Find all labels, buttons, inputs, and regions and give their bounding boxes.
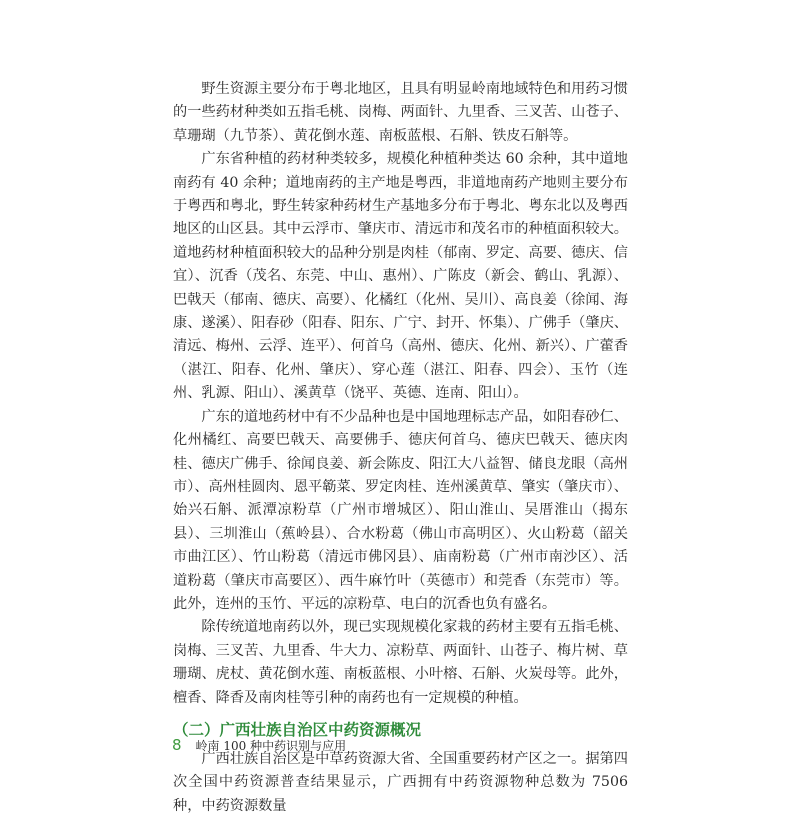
body-paragraph: 广东的道地药材中有不少品种也是中国地理标志产品，如阳春砂仁、化州橘红、高要巴戟天、高要佛手、德庆何首乌、德庆巴戟天、德庆肉桂、德庆广佛手、徐闻良姜、新会陈皮、阳江大八益智、储良龙眼（高州市）、高州桂圆肉、恩平簕菜、罗定肉桂、连州溪黄草、肇实（肇庆市）、始兴石斛、派潭凉粉草（广州市增城区）、阳山淮山、吴厝淮山（揭东县）、三圳淮山（蕉岭县）、合水粉葛（佛山市高明区）、火山粉葛（韶关市曲江区）、竹山粉葛（清远市佛冈县）、庙南粉葛（广州市南沙区）、活道粉葛（肇庆市高要区）、西牛麻竹叶（英德市）和莞香（东莞市）等。此外，连州的玉竹、平远的凉粉草、电白的沉香也负有盛名。 [173,408,628,612]
running-title: 岭南 100 种中药识别与应用 [195,739,347,753]
page-number: 8 [172,736,182,754]
body-paragraph: 除传统道地南药以外，现已实现规模化家栽的药材主要有五指毛桃、岗梅、三叉苦、九里香、牛大力、凉粉草、两面针、山苍子、梅片树、草珊瑚、虎杖、黄花倒水莲、南板蓝根、小叶榕、石斛、火炭母等。此外，檀香、降香及南肉桂等引种的南药也有一定规模的种植。 [173,619,628,706]
body-paragraph: 广东省种植的药材种类较多，规模化种植种类达 60 余种，其中道地南药有 40 余种；道地南药的主产地是粤西，非道地南药产地则主要分布于粤西和粤北，野生转家种药材生产基地多分布于粤北、粤东北以及粤西地区的山区县。其中云浮市、肇庆市、清远市和茂名市的种植面积较大。道地药材种植面积较大的品种分别是肉桂（郁南、罗定、高要、德庆、信宜）、沉香（茂名、东莞、中山、惠州）、广陈皮（新会、鹤山、乳源）、巴戟天（郁南、德庆、高要）、化橘红（化州、吴川）、高良姜（徐闻、海康、遂溪）、阳春砂（阳春、阳东、广宁、封开、怀集）、广佛手（肇庆、清远、梅州、云浮、连平）、何首乌（高州、德庆、化州、新兴）、广藿香（湛江、阳春、化州、肇庆）、穿心莲（湛江、阳春、四会）、玉竹（连州、乳源、阳山）、溪黄草（饶平、英德、连南、阳山）。 [173,151,628,402]
body-paragraph: 野生资源主要分布于粤北地区，且具有明显岭南地域特色和用药习惯的一些药材种类如五指毛桃、岗梅、两面针、九里香、三叉苦、山苍子、草珊瑚（九节茶）、黄花倒水莲、南板蓝根、石斛、铁皮石斛等。 [173,81,628,144]
body-paragraph: 广西壮族自治区是中草药资源大省、全国重要药材产区之一。据第四次全国中药资源普查结果显示，广西拥有中药资源物种总数为 7506 种，中药资源数量 [173,750,628,814]
page-body [173,78,628,818]
section-heading: （二）广西壮族自治区中药资源概况 [173,720,422,739]
page-footer [172,736,346,754]
